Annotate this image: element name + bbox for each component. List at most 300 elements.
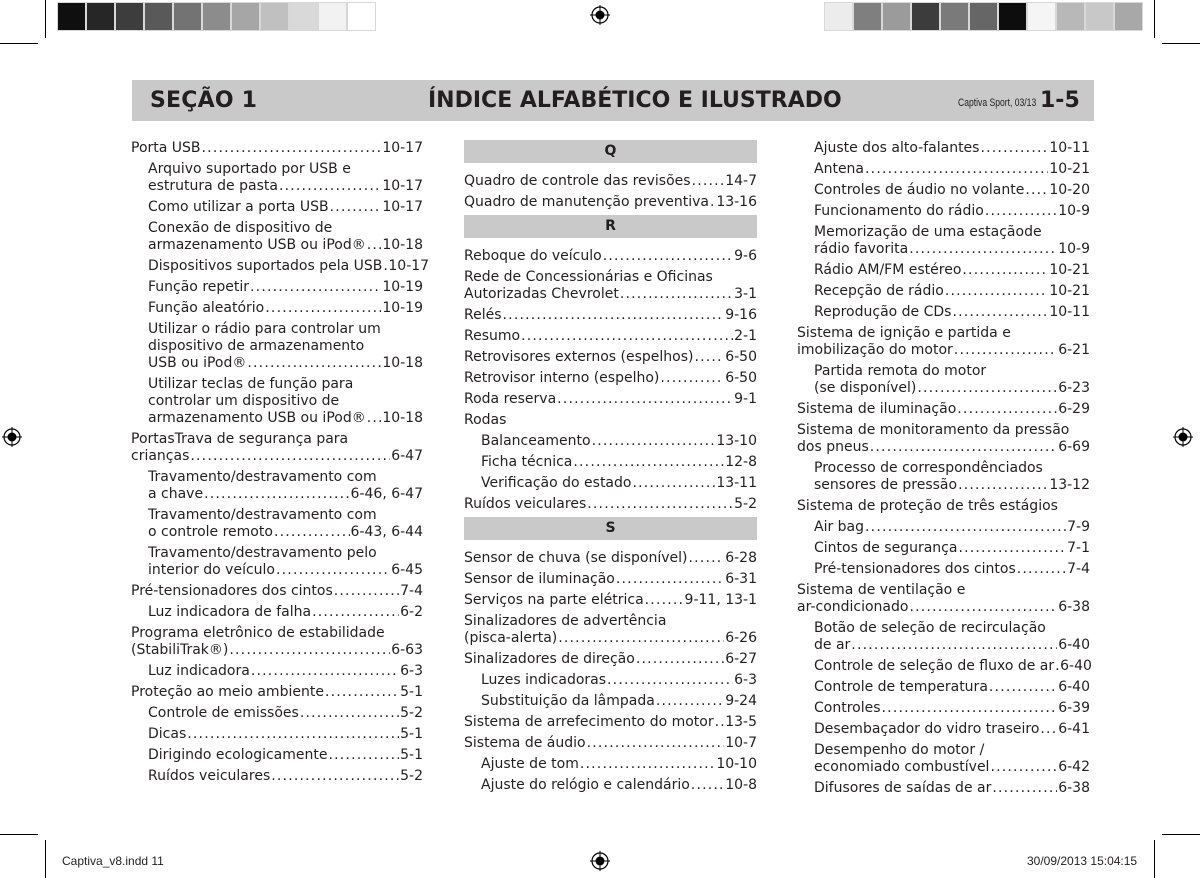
color-swatch bbox=[853, 2, 882, 31]
entry-page: 6-40 bbox=[1058, 679, 1090, 695]
entry-text: Funcionamento do rádio bbox=[814, 203, 984, 219]
entry-text: Serviços na parte elétrica bbox=[464, 592, 644, 608]
entry-page: 13-10 bbox=[716, 433, 757, 449]
dot-leader bbox=[503, 307, 725, 324]
index-entry bbox=[464, 433, 757, 450]
index-entry bbox=[797, 561, 1090, 578]
dot-leader bbox=[328, 747, 399, 764]
color-swatch bbox=[289, 2, 318, 31]
entry-text: Pré-tensionadores dos cintos bbox=[131, 583, 333, 599]
dot-leader bbox=[204, 486, 349, 503]
color-swatch bbox=[969, 2, 998, 31]
entry-text: ar-condicionado bbox=[797, 599, 909, 615]
section-header bbox=[132, 80, 1094, 121]
entry-page: 6-43, 6-44 bbox=[350, 524, 423, 540]
color-swatch bbox=[57, 2, 86, 31]
index-entry bbox=[464, 248, 757, 265]
dot-leader bbox=[689, 550, 725, 567]
entry-text: (StabiliTrak®) bbox=[131, 642, 229, 658]
entry-text: sensores de pressão bbox=[814, 477, 958, 493]
entry-page: 6-3 bbox=[734, 672, 757, 688]
entry-page: 9-1 bbox=[734, 391, 757, 407]
index-entry bbox=[131, 431, 423, 465]
color-swatch bbox=[824, 2, 853, 31]
index-entry bbox=[797, 519, 1090, 536]
crop-mark bbox=[0, 43, 38, 44]
index-entry bbox=[797, 401, 1090, 418]
index-entry bbox=[464, 693, 757, 710]
entry-page: 6-29 bbox=[1058, 401, 1090, 417]
entry-page: 10-19 bbox=[382, 279, 423, 295]
color-swatch bbox=[115, 2, 144, 31]
dot-leader bbox=[909, 241, 1057, 258]
index-entry bbox=[464, 349, 757, 366]
index-entry bbox=[131, 625, 423, 659]
entry-page: 9-6 bbox=[734, 248, 757, 264]
dot-leader bbox=[692, 173, 725, 190]
entry-page: 6-69 bbox=[1058, 439, 1090, 455]
dot-leader bbox=[645, 592, 684, 609]
entry-text: Substituição da lâmpada bbox=[481, 693, 655, 709]
index-entry bbox=[464, 777, 757, 794]
color-swatch bbox=[1056, 2, 1085, 31]
entry-text-line: PortasTrava de segurança para bbox=[131, 431, 349, 447]
index-entry bbox=[131, 321, 423, 372]
index-entry bbox=[464, 651, 757, 668]
index-entry bbox=[797, 262, 1090, 279]
entry-text: Recepção de rádio bbox=[814, 283, 944, 299]
entry-page: 6-38 bbox=[1058, 599, 1090, 615]
entry-page: 6-45 bbox=[391, 562, 423, 578]
color-swatch bbox=[260, 2, 289, 31]
entry-text: Proteção ao meio ambiente bbox=[131, 684, 324, 700]
color-bar-left bbox=[57, 2, 376, 31]
index-entry bbox=[797, 182, 1090, 199]
dot-leader bbox=[1040, 721, 1057, 738]
crop-mark bbox=[0, 834, 38, 835]
dot-leader bbox=[980, 140, 1048, 157]
dot-leader bbox=[190, 448, 390, 465]
index-entry bbox=[131, 161, 423, 195]
entry-text-line: Travamento/destravamento com bbox=[148, 469, 377, 485]
entry-text-line: Programa eletrônico de estabilidade bbox=[131, 625, 385, 641]
entry-page: 10-9 bbox=[1058, 241, 1090, 257]
entry-page: 6-41 bbox=[1058, 721, 1090, 737]
index-entry bbox=[464, 173, 757, 190]
entry-text: Controle de emissões bbox=[148, 705, 299, 721]
entry-text-line: Sistema de monitoramento da pressão bbox=[797, 422, 1070, 438]
dot-leader bbox=[367, 237, 382, 254]
entry-page: 12-8 bbox=[725, 454, 757, 470]
entry-text: Balanceamento bbox=[481, 433, 591, 449]
dot-leader bbox=[367, 410, 382, 427]
entry-text: Relés bbox=[464, 307, 502, 323]
dot-leader bbox=[632, 475, 715, 492]
entry-page: 13-5 bbox=[725, 714, 757, 730]
entry-page: 10-17 bbox=[382, 140, 423, 156]
index-entry bbox=[464, 194, 757, 211]
entry-text-line: dispositivo de armazenamento bbox=[148, 338, 365, 354]
entry-page: 10-18 bbox=[382, 355, 423, 371]
entry-text: Quadro de manutenção preventiva bbox=[464, 194, 709, 210]
index-entry bbox=[797, 422, 1090, 456]
letter-band: R bbox=[464, 215, 757, 238]
dot-leader bbox=[557, 391, 733, 408]
index-entry bbox=[464, 672, 757, 689]
dot-leader bbox=[909, 599, 1057, 616]
entry-text-line: Botão de seleção de recirculação bbox=[814, 620, 1046, 636]
color-swatch bbox=[231, 2, 260, 31]
index-column-2 bbox=[464, 140, 757, 798]
entry-text: Autorizadas Chevrolet bbox=[464, 286, 619, 302]
index-entry bbox=[131, 258, 430, 275]
registration-mark-icon bbox=[2, 427, 22, 447]
entry-text: Rádio AM/FM estéreo bbox=[814, 262, 962, 278]
index-entry bbox=[464, 454, 757, 471]
entry-page: 6-28 bbox=[725, 550, 757, 566]
entry-text: Resumo bbox=[464, 328, 521, 344]
index-entry bbox=[464, 328, 757, 345]
entry-text: Dirigindo ecologicamente bbox=[148, 747, 328, 763]
color-swatch bbox=[86, 2, 115, 31]
index-entry bbox=[131, 469, 423, 503]
color-swatch bbox=[173, 2, 202, 31]
entry-text-line: Travamento/destravamento pelo bbox=[148, 545, 377, 561]
entry-text-line: Utilizar o rádio para controlar um bbox=[148, 321, 381, 337]
dot-leader bbox=[715, 714, 725, 731]
index-entry bbox=[131, 705, 423, 722]
index-entry bbox=[797, 161, 1090, 178]
dot-leader bbox=[1055, 658, 1059, 675]
dot-leader bbox=[587, 735, 725, 752]
entry-page: 6-50 bbox=[725, 349, 757, 365]
letter-band: S bbox=[464, 517, 757, 540]
dot-leader bbox=[587, 496, 733, 513]
entry-text: Difusores de saídas de ar bbox=[814, 780, 992, 796]
index-entry bbox=[464, 307, 757, 324]
entry-text: Luzes indicadoras bbox=[481, 672, 607, 688]
entry-page: 6-40 bbox=[1058, 637, 1090, 653]
index-entry bbox=[797, 721, 1090, 738]
entry-text-line: Utilizar teclas de função para bbox=[148, 376, 354, 392]
color-swatch bbox=[911, 2, 940, 31]
dot-leader bbox=[521, 328, 733, 345]
entry-text: Retrovisores externos (espelhos) bbox=[464, 349, 694, 365]
index-entry bbox=[464, 613, 757, 647]
entry-text: Ajuste de tom bbox=[481, 756, 579, 772]
index-entry bbox=[131, 604, 423, 621]
index-entry bbox=[797, 203, 1090, 220]
footer-timestamp: 30/09/2013 15:04:15 bbox=[1027, 854, 1138, 868]
index-entry bbox=[464, 475, 757, 492]
entry-text-line: Desempenho do motor / bbox=[814, 742, 985, 758]
dot-leader bbox=[187, 726, 399, 743]
color-swatch bbox=[347, 2, 376, 31]
dot-leader bbox=[992, 780, 1057, 797]
entry-page: 2-1 bbox=[734, 328, 757, 344]
index-entry bbox=[464, 370, 757, 387]
entry-text: Retrovisor interno (espelho) bbox=[464, 370, 660, 386]
entry-page: 5-1 bbox=[400, 747, 423, 763]
dot-leader bbox=[945, 283, 1048, 300]
dot-leader bbox=[603, 248, 733, 265]
entry-text: Sensor de chuva (se disponível) bbox=[464, 550, 688, 566]
entry-text: Ruídos veiculares bbox=[464, 496, 587, 512]
index-entry bbox=[464, 735, 757, 752]
dot-leader bbox=[865, 161, 1048, 178]
dot-leader bbox=[274, 524, 350, 541]
entry-text: Reboque do veículo bbox=[464, 248, 602, 264]
dot-leader bbox=[592, 433, 716, 450]
entry-text: Antena bbox=[814, 161, 865, 177]
index-entry bbox=[797, 304, 1090, 321]
index-entry bbox=[797, 620, 1090, 654]
entry-page: 6-47 bbox=[391, 448, 423, 464]
index-entry bbox=[131, 663, 423, 680]
entry-page: 6-27 bbox=[725, 651, 757, 667]
entry-text: Porta USB bbox=[131, 140, 201, 156]
dot-leader bbox=[265, 300, 381, 317]
entry-text: Ficha técnica bbox=[481, 454, 573, 470]
entry-text: Quadro de controle das revisões bbox=[464, 173, 691, 189]
index-entry bbox=[797, 582, 1090, 616]
entry-page: 6-63 bbox=[391, 642, 423, 658]
index-entry bbox=[797, 140, 1090, 157]
color-swatch bbox=[144, 2, 173, 31]
dot-leader bbox=[990, 759, 1057, 776]
entry-text: Sensor de iluminação bbox=[464, 571, 615, 587]
entry-text: Função repetir bbox=[148, 279, 250, 295]
entry-text: Desembaçador do vidro traseiro bbox=[814, 721, 1040, 737]
entry-text-line: Partida remota do motor bbox=[814, 363, 987, 379]
entry-page: 9-11, 13-1 bbox=[684, 592, 757, 608]
entry-text: de ar bbox=[814, 637, 851, 653]
entry-text: Reprodução de CDs bbox=[814, 304, 952, 320]
crop-mark bbox=[45, 840, 46, 878]
entry-page: 6-39 bbox=[1058, 700, 1090, 716]
entry-page: 5-2 bbox=[734, 496, 757, 512]
dot-leader bbox=[954, 342, 1057, 359]
entry-page: 10-9 bbox=[1058, 203, 1090, 219]
entry-text: Luz indicadora bbox=[148, 663, 250, 679]
entry-page: 10-11 bbox=[1049, 140, 1090, 156]
index-entry bbox=[797, 658, 1090, 675]
dot-leader bbox=[958, 540, 1066, 557]
index-entry bbox=[131, 220, 423, 254]
color-swatch bbox=[998, 2, 1027, 31]
entry-page: 13-12 bbox=[1049, 477, 1090, 493]
entry-text: (pisca-alerta) bbox=[464, 630, 558, 646]
entry-page: 10-17 bbox=[388, 258, 430, 274]
entry-text: crianças bbox=[131, 448, 190, 464]
dot-leader bbox=[1025, 182, 1048, 199]
entry-text-line: Sistema de ventilação e bbox=[797, 582, 966, 598]
entry-page: 5-2 bbox=[400, 705, 423, 721]
entry-page: 6-21 bbox=[1058, 342, 1090, 358]
entry-page: 7-4 bbox=[1067, 561, 1090, 577]
entry-text: Verificação do estado bbox=[481, 475, 632, 491]
crop-mark bbox=[45, 0, 46, 38]
entry-text: o controle remoto bbox=[148, 524, 273, 540]
dot-leader bbox=[865, 519, 1066, 536]
index-entry bbox=[797, 325, 1090, 359]
index-entry bbox=[131, 747, 423, 764]
dot-leader bbox=[694, 349, 724, 366]
entry-page: 13-11 bbox=[716, 475, 757, 491]
dot-leader bbox=[247, 355, 381, 372]
registration-mark-icon bbox=[590, 851, 610, 871]
index-entry bbox=[131, 545, 423, 579]
color-swatch bbox=[1027, 2, 1056, 31]
entry-text-line: Rede de Concessionárias e Oficinas bbox=[464, 269, 713, 285]
entry-page: 10-17 bbox=[382, 178, 423, 194]
index-entry bbox=[464, 756, 757, 773]
entry-page: 14-7 bbox=[725, 173, 757, 189]
dot-leader bbox=[985, 203, 1057, 220]
entry-page: 6-26 bbox=[725, 630, 757, 646]
entry-text: rádio favorita bbox=[814, 241, 909, 257]
dot-leader bbox=[279, 178, 381, 195]
entry-page: 5-2 bbox=[400, 768, 423, 784]
dot-leader bbox=[882, 700, 1058, 717]
entry-text-line: Sistema de proteção de três estágios bbox=[797, 498, 1058, 514]
index-entry bbox=[131, 768, 423, 785]
index-entry bbox=[131, 507, 423, 541]
entry-text: Air bag bbox=[814, 519, 865, 535]
entry-text: Sistema de arrefecimento do motor bbox=[464, 714, 714, 730]
entry-text: Luz indicadora de falha bbox=[148, 604, 312, 620]
entry-text: Controle de temperatura bbox=[814, 679, 988, 695]
color-swatch bbox=[202, 2, 231, 31]
dot-leader bbox=[251, 663, 399, 680]
entry-text: Função aleatório bbox=[148, 300, 265, 316]
dot-leader bbox=[917, 380, 1057, 397]
color-swatch bbox=[318, 2, 347, 31]
entry-text-line: controlar um dispositivo de bbox=[148, 393, 340, 409]
dot-leader bbox=[312, 604, 399, 621]
dot-leader bbox=[660, 370, 724, 387]
dot-leader bbox=[656, 693, 724, 710]
index-entry bbox=[464, 391, 757, 408]
model-label: Captiva Sport, 03/13 bbox=[958, 97, 1037, 109]
entry-page: 7-1 bbox=[1067, 540, 1090, 556]
index-entry bbox=[131, 140, 423, 157]
entry-page: 10-21 bbox=[1049, 283, 1090, 299]
entry-page: 10-19 bbox=[382, 300, 423, 316]
index-entry bbox=[464, 592, 757, 609]
entry-page: 10-17 bbox=[382, 199, 423, 215]
index-entry bbox=[797, 742, 1090, 776]
dot-leader bbox=[558, 630, 724, 647]
index-entry bbox=[797, 780, 1090, 797]
entry-text: Ajuste dos alto-falantes bbox=[814, 140, 980, 156]
color-swatch bbox=[882, 2, 911, 31]
entry-page: 6-23 bbox=[1058, 380, 1090, 396]
entry-page: 13-16 bbox=[716, 194, 757, 210]
index-entry bbox=[797, 700, 1090, 717]
color-swatch bbox=[1085, 2, 1114, 31]
entry-text: Ruídos veiculares bbox=[148, 768, 271, 784]
index-entry bbox=[464, 412, 757, 429]
entry-text: Roda reserva bbox=[464, 391, 557, 407]
index-entry bbox=[464, 714, 757, 731]
entry-text: Ajuste do relógio e calendário bbox=[481, 777, 690, 793]
dot-leader bbox=[1017, 561, 1066, 578]
entry-text: Pré-tensionadores dos cintos bbox=[814, 561, 1016, 577]
dot-leader bbox=[229, 642, 390, 659]
entry-text: (se disponível) bbox=[814, 380, 917, 396]
crop-mark bbox=[1162, 43, 1200, 44]
entry-text: Como utilizar a porta USB bbox=[148, 199, 329, 215]
dot-leader bbox=[620, 286, 733, 303]
entry-page: 5-1 bbox=[400, 684, 423, 700]
dot-leader bbox=[962, 262, 1048, 279]
index-entry bbox=[131, 684, 423, 701]
entry-page: 10-21 bbox=[1049, 262, 1090, 278]
entry-text-line: Sinalizadores de advertência bbox=[464, 613, 667, 629]
entry-text: Controles de áudio no volante bbox=[814, 182, 1025, 198]
dot-leader bbox=[276, 562, 390, 579]
index-entry bbox=[131, 300, 423, 317]
entry-page: 6-42 bbox=[1058, 759, 1090, 775]
dot-leader bbox=[952, 304, 1048, 321]
dot-leader bbox=[334, 583, 399, 600]
dot-leader bbox=[616, 571, 724, 588]
dot-leader bbox=[851, 637, 1057, 654]
crop-mark bbox=[1162, 834, 1200, 835]
registration-mark-icon bbox=[590, 5, 610, 25]
entry-text: a chave bbox=[148, 486, 204, 502]
entry-page: 10-18 bbox=[382, 237, 423, 253]
section-label: SEÇÃO 1 bbox=[150, 88, 258, 113]
dot-leader bbox=[383, 258, 387, 275]
entry-page: 6-3 bbox=[400, 663, 423, 679]
entry-page: 10-18 bbox=[382, 410, 423, 426]
index-entry bbox=[797, 540, 1090, 557]
registration-mark-icon bbox=[1173, 427, 1193, 447]
entry-text: dos pneus bbox=[797, 439, 869, 455]
entry-text: Dispositivos suportados pela USB bbox=[148, 258, 383, 274]
entry-page: 10-11 bbox=[1049, 304, 1090, 320]
entry-text-line: Arquivo suportado por USB e bbox=[148, 161, 351, 177]
index-column-1 bbox=[131, 140, 430, 789]
dot-leader bbox=[573, 454, 724, 471]
index-entry bbox=[797, 460, 1090, 494]
entry-text: Sistema de áudio bbox=[464, 735, 586, 751]
entry-page: 10-8 bbox=[725, 777, 757, 793]
index-entry bbox=[797, 283, 1090, 300]
entry-text: Sinalizadores de direção bbox=[464, 651, 635, 667]
dot-leader bbox=[250, 279, 381, 296]
entry-text-line: Rodas bbox=[464, 412, 507, 428]
entry-text: imobilização do motor bbox=[797, 342, 953, 358]
index-entry bbox=[131, 583, 423, 600]
crop-mark bbox=[1154, 0, 1155, 38]
color-bar-right bbox=[824, 2, 1143, 31]
index-entry bbox=[464, 496, 757, 513]
index-column-3 bbox=[797, 140, 1090, 801]
dot-leader bbox=[202, 140, 382, 157]
entry-page: 10-21 bbox=[1049, 161, 1090, 177]
index-entry bbox=[797, 679, 1090, 696]
dot-leader bbox=[300, 705, 399, 722]
dot-leader bbox=[958, 477, 1048, 494]
entry-page: 3-1 bbox=[734, 286, 757, 302]
dot-leader bbox=[691, 777, 724, 794]
entry-page: 5-1 bbox=[400, 726, 423, 742]
entry-text: Sistema de iluminação bbox=[797, 401, 957, 417]
dot-leader bbox=[989, 679, 1057, 696]
